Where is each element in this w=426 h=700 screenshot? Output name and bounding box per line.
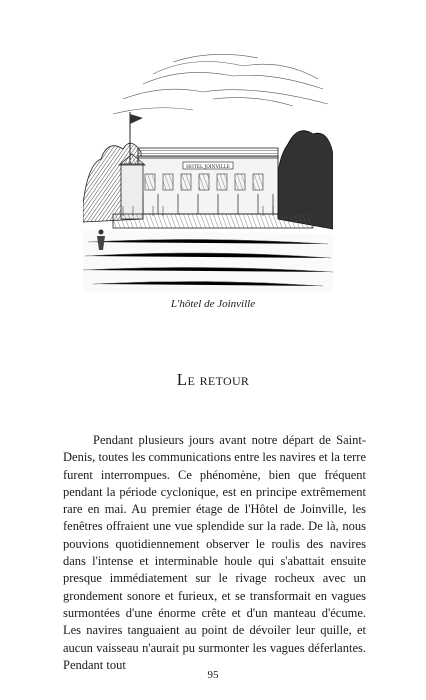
hotel-engraving <box>83 44 333 292</box>
illustration-caption: L'hôtel de Joinville <box>170 298 256 310</box>
page-number: 95 <box>207 669 219 681</box>
sky-clouds <box>113 54 328 114</box>
hotel-sign: HOTEL JOINVILLE <box>186 165 230 170</box>
hotel-building <box>138 148 278 214</box>
chapter-title: Le retour <box>176 370 250 389</box>
body-paragraph: Pendant plusieurs jours avant notre départ de Saint-Denis, toutes les communications entre les navires et la terre furent interrompues. Ce phénomène, bien que fréquent pendant la période cyclonique, est en principe extrêmement rare en mai. Au premier étage de l'Hôtel de Joinville, les fenêtres offraient une vue splendide sur la rade. De là, nous pouvions quotidiennement observer le roulis des navires dans l'intense et interminable houle qui s'abattait ensuite presque immédiatement sur le rivage rocheux avec un grondement sonore et furieux, et se transformait en vagues surmontées d'une énorme crête et d'un manteau d'écume. Les navires tanguaient au point de dévoiler leur quille, et aucun vaisseau n'aurait pu surmonter les vagues déferlantes. Pendant tout <box>63 433 366 672</box>
flag <box>130 114 143 124</box>
left-wing <box>121 164 143 219</box>
